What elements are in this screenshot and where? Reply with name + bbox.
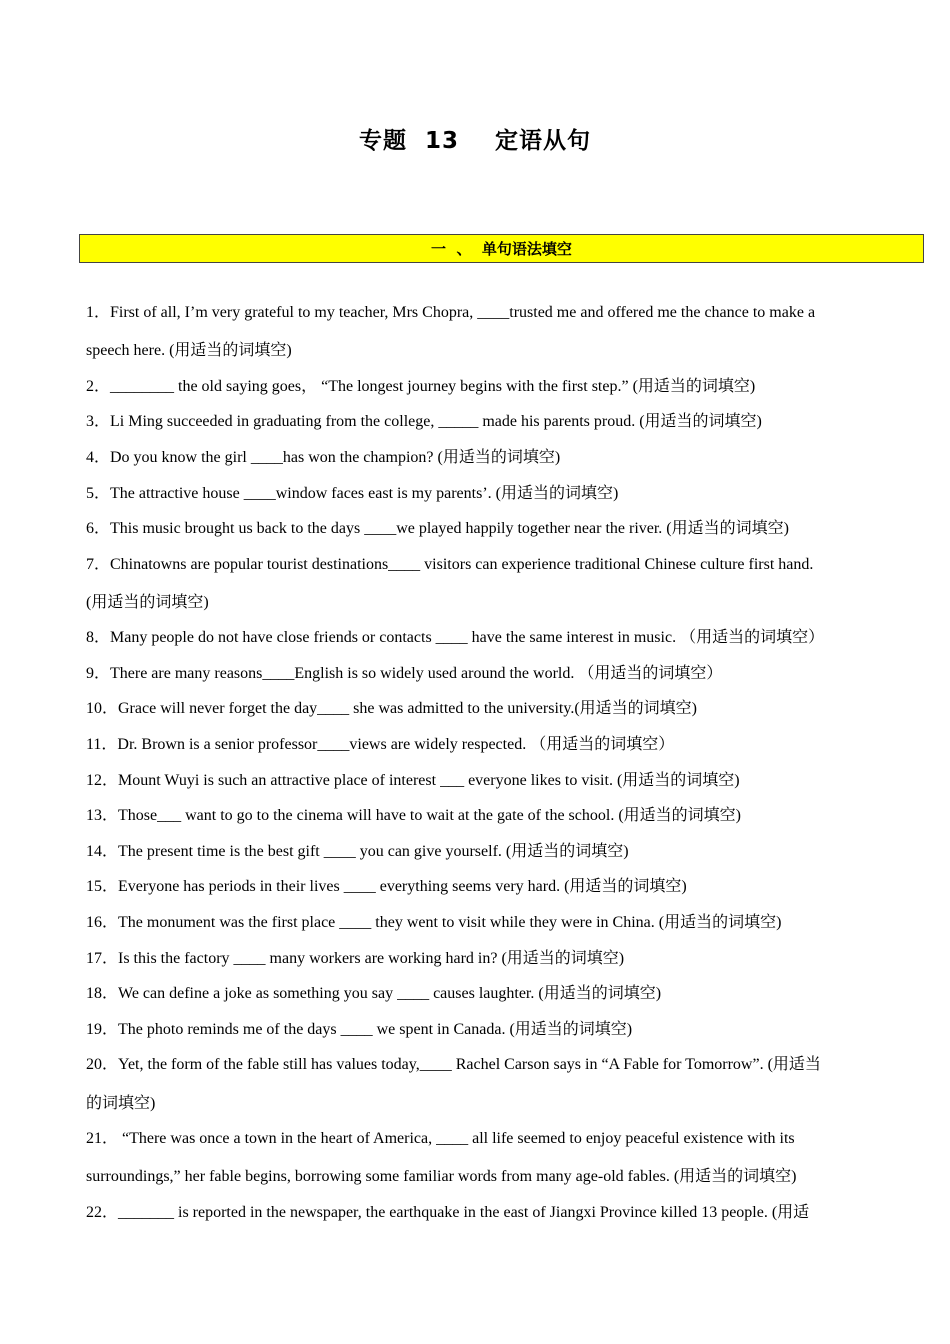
- question-line: 3．Li Ming succeeded in graduating from the college, _____ made his parents proud. (用适当的词填空): [86, 413, 762, 430]
- question-line: 14．The present time is the best gift ____ you can give yourself. (用适当的词填空): [86, 843, 629, 860]
- question-line: 4．Do you know the girl ____has won the champion? (用适当的词填空): [86, 449, 561, 466]
- question-line: 19．The photo reminds me of the days ____ we spent in Canada. (用适当的词填空): [86, 1021, 633, 1038]
- question-line: 10．Grace will never forget the day____ she was admitted to the university.(用适当的词填空): [86, 700, 697, 717]
- question-line: 22．_______ is reported in the newspaper, the earthquake in the east of Jiangxi Province killed 13 people. (用适: [86, 1204, 810, 1221]
- question-line: 1．First of all, I’m very grateful to my teacher, Mrs Chopra, ____trusted me and offered me the chance to make a: [86, 304, 816, 321]
- question-line: surroundings,” her fable begins, borrowing some familiar words from many age-old fables. (用适当的词填空): [86, 1168, 797, 1185]
- question-line: 6．This music brought us back to the days ____we played happily together near the river. (用适当的词填空): [86, 520, 789, 537]
- question-line: 2．________ the old saying goes， “The longest journey begins with the first step.” (用适当的词填空): [86, 378, 756, 395]
- section-heading: 一 、 单句语法填空: [79, 234, 924, 263]
- question-line: 7．Chinatowns are popular tourist destinations____ visitors can experience traditional Chinese culture first hand.: [86, 556, 814, 573]
- question-line: 17．Is this the factory ____ many workers are working hard in? (用适当的词填空): [86, 950, 625, 967]
- question-line: 16．The monument was the first place ____ they went to visit while they were in China. (用适当的词填空): [86, 914, 782, 931]
- question-line: 21． “There was once a town in the heart of America, ____ all life seemed to enjoy peaceful existence with its: [86, 1130, 795, 1147]
- question-line: 18．We can define a joke as something you say ____ causes laughter. (用适当的词填空): [86, 985, 662, 1002]
- question-line: 12．Mount Wuyi is such an attractive place of interest ___ everyone likes to visit. (用适当的词填空): [86, 772, 740, 789]
- question-line: 20．Yet, the form of the fable still has values today,____ Rachel Carson says in “A Fable for Tomorrow”. (用适当: [86, 1056, 821, 1073]
- question-line: speech here. (用适当的词填空): [86, 342, 292, 359]
- page-title: 专题 13 定语从句: [358, 128, 592, 154]
- question-line: 13．Those___ want to go to the cinema will have to wait at the gate of the school. (用适当的词填空): [86, 807, 741, 824]
- question-line: 的词填空): [86, 1095, 156, 1112]
- question-line: 15．Everyone has periods in their lives ____ everything seems very hard. (用适当的词填空): [86, 878, 687, 895]
- question-line: 8．Many people do not have close friends or contacts ____ have the same interest in music. （用适当的词填空）: [86, 629, 825, 646]
- question-line: 5．The attractive house ____window faces east is my parents’. (用适当的词填空): [86, 485, 619, 502]
- question-line: 9．There are many reasons____English is so widely used around the world. （用适当的词填空）: [86, 665, 723, 682]
- question-line: 11．Dr. Brown is a senior professor____views are widely respected. （用适当的词填空）: [86, 736, 675, 753]
- question-line: (用适当的词填空): [86, 594, 209, 611]
